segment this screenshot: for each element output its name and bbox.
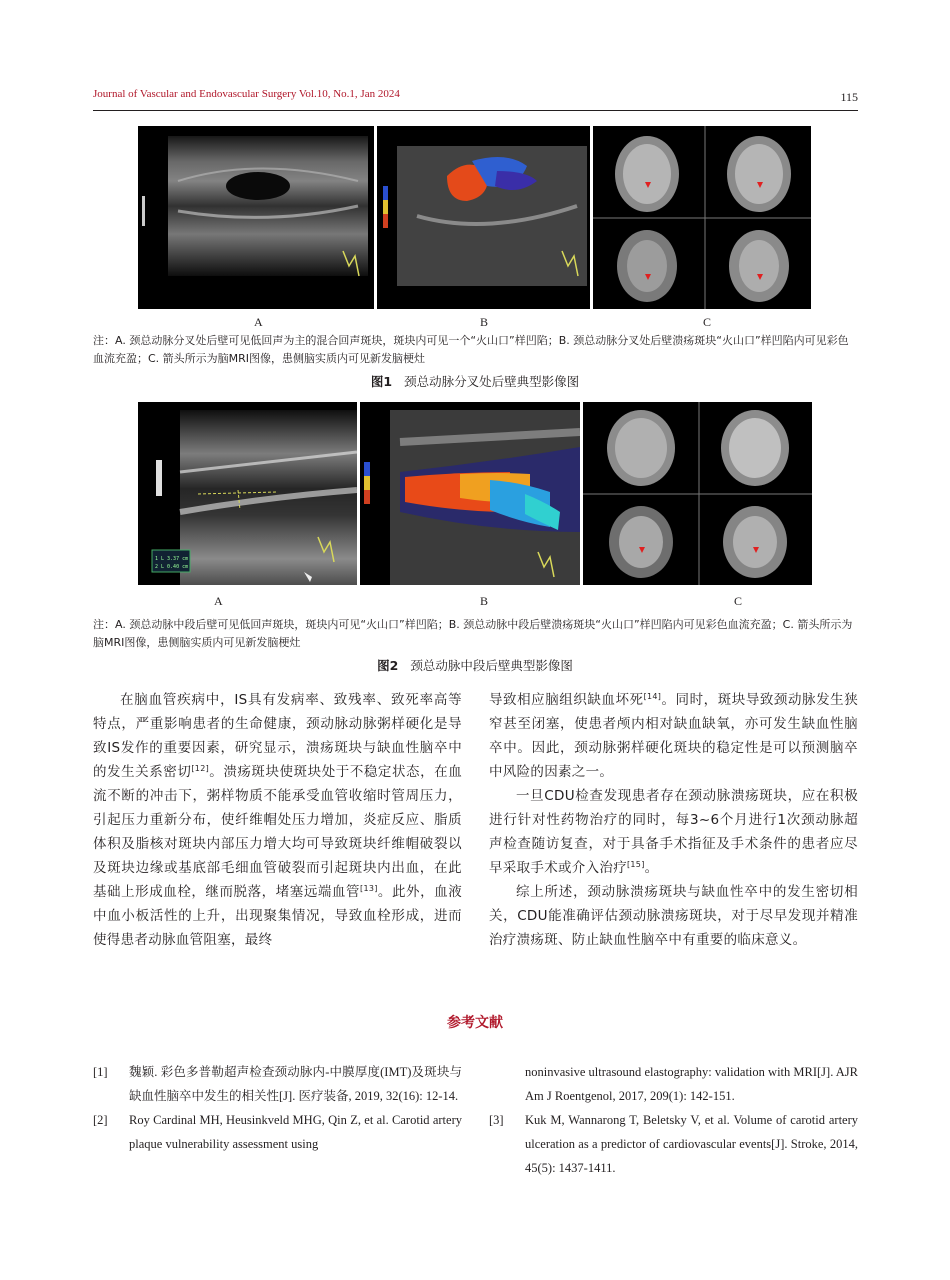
body-paragraph bbox=[93, 688, 462, 952]
reference-item bbox=[93, 1060, 462, 1108]
text-run: 。同时，斑块导致颈动脉发生狭窄甚至闭塞，使患者颅内相对缺血缺氧，亦可发生缺血性脑卒中。因此，颈动脉粥样硬化斑块的稳定性是可以预测脑卒中风险的因素之一。 bbox=[489, 692, 858, 780]
figure1-caption-title: 颈总动脉分叉处后壁典型影像图 bbox=[404, 374, 580, 389]
reference-number: [3] bbox=[489, 1113, 504, 1127]
reference-item bbox=[93, 1108, 462, 1156]
header-rule bbox=[93, 110, 858, 111]
reference-text: Kuk M, Wannarong T, Beletsky V, et al. Volume of carotid artery ulceration as a predictor of cardiovascular events[J]. Stroke, 2014, 45(5): 1437-1411. bbox=[525, 1113, 858, 1175]
text-run: 在脑血管疾病中，IS具有发病率、致残率、致死率高等特点，严重影响患者的生命健康，颈动脉动脉粥样硬化是导致IS发作的重要因素，研究显示，溃疡斑块与缺血性脑卒中的发生关系密切 bbox=[93, 692, 462, 780]
citation-ref[interactable]: [12] bbox=[191, 764, 210, 773]
body-paragraph bbox=[489, 688, 858, 784]
reference-item-continued bbox=[489, 1060, 858, 1108]
figure1-label-b: B bbox=[480, 315, 489, 329]
body-left-column bbox=[93, 688, 462, 952]
journal-title: Journal of Vascular and Endovascular Surgery Vol.10, No.1, Jan 2024 bbox=[93, 88, 400, 100]
figure2-label-c: C bbox=[734, 594, 743, 608]
figure2-panel-c-mri bbox=[583, 402, 812, 585]
references-heading: 参考文献 bbox=[447, 1015, 503, 1031]
body-right-column bbox=[489, 688, 858, 952]
figure1-panel-a-ultrasound bbox=[138, 126, 374, 309]
body-paragraph bbox=[489, 784, 858, 880]
figure1-panel-b-color-doppler bbox=[377, 126, 590, 309]
citation-ref[interactable]: [15] bbox=[627, 860, 645, 869]
figure1-caption-number: 图1 bbox=[370, 374, 393, 389]
reference-text: 魏颖. 彩色多普勒超声检查颈动脉内-中膜厚度(IMT)及斑块与缺血性脑卒中发生的相关性[J]. 医疗装备, 2019, 32(16): 12-14. bbox=[129, 1065, 462, 1103]
figure2-label-a: A bbox=[214, 594, 223, 608]
figure2-caption bbox=[0, 656, 950, 674]
text-run: 一旦CDU检查发现患者存在颈动脉溃疡斑块，应在积极进行针对性药物治疗的同时，每3~6个月进行1次颈动脉超声检查随访复查，对于具备手术指征及手术条件的患者应尽早采取手术或介入治疗 bbox=[489, 788, 858, 876]
figure1-note: 注：A. 颈总动脉分叉处后壁可见低回声为主的混合回声斑块，斑块内可见一个“火山口”样凹陷；B. 颈总动脉分叉处后壁溃疡斑块“火山口”样凹陷内可见彩色血流充盈；C. 箭头所示为脑MRI图像，患侧脑实质内可见新发脑梗灶 bbox=[93, 334, 849, 365]
reference-number: [1] bbox=[93, 1065, 108, 1079]
reference-text: Roy Cardinal MH, Heusinkveld MHG, Qin Z, et al. Carotid artery plaque vulnerability assessment using bbox=[129, 1113, 462, 1151]
references-left-column bbox=[93, 1060, 462, 1156]
running-header bbox=[93, 86, 858, 110]
body-paragraph: 综上所述，颈动脉溃疡斑块与缺血性卒中的发生密切相关，CDU能准确评估颈动脉溃疡斑块，对于尽早发现并精准治疗溃疡斑、防止缺血性脑卒中有重要的临床意义。 bbox=[489, 884, 858, 948]
figure2-panel-b-color-doppler bbox=[360, 402, 580, 585]
figure2-note: 注：A. 颈总动脉中段后壁可见低回声斑块，斑块内可见“火山口”样凹陷；B. 颈总动脉中段后壁溃疡斑块“火山口”样凹陷内可见彩色血流充盈；C. 箭头所示为脑MRI图像，患侧脑实质内可见新发脑梗灶 bbox=[93, 618, 853, 649]
text-run: 。 bbox=[644, 860, 659, 876]
text-run: 。此外，血液中血小板活性的上升，出现聚集情况，导致血栓形成，进而使得患者动脉血管阻塞，最终 bbox=[93, 884, 462, 948]
page-number: 115 bbox=[840, 90, 858, 104]
reference-text: noninvasive ultrasound elastography: validation with MRI[J]. AJR Am J Roentgenol, 2017, 209(1): 142-151. bbox=[525, 1065, 858, 1103]
figure2-label-b: B bbox=[480, 594, 489, 608]
figure1-label-a: A bbox=[254, 315, 263, 329]
citation-ref[interactable]: [13] bbox=[360, 884, 378, 893]
references-right-column bbox=[489, 1060, 858, 1180]
figure1-caption bbox=[0, 372, 950, 390]
figure2-measure-2: 2 L 0.40 cm bbox=[155, 564, 189, 570]
text-run: 导致相应脑组织缺血坏死 bbox=[489, 692, 644, 708]
reference-number: [2] bbox=[93, 1113, 108, 1127]
figure1-panel-c-mri bbox=[593, 126, 811, 309]
figure2-panel-a-ultrasound bbox=[138, 402, 357, 585]
figure1-label-c: C bbox=[703, 315, 712, 329]
reference-item bbox=[489, 1108, 858, 1180]
figure2-measure-1: 1 L 3.37 cm bbox=[155, 556, 189, 562]
text-run: 。溃疡斑块使斑块处于不稳定状态，在血流不断的冲击下，粥样物质不能承受血管收缩时管周压力，引起压力重新分布，使纤维帽处压力增加，炎症反应、脂质体积及脂核对斑块内部压力增大均可导致斑块纤维帽破裂以及斑块边缘或基底部毛细血管破裂而引起斑块内出血，在此基础上形成血栓，继而脱落，堵塞远端血管 bbox=[93, 764, 462, 900]
figure2-caption-number: 图2 bbox=[377, 658, 399, 673]
figure2-caption-title: 颈总动脉中段后壁典型影像图 bbox=[410, 658, 573, 673]
citation-ref[interactable]: [14] bbox=[643, 692, 662, 701]
